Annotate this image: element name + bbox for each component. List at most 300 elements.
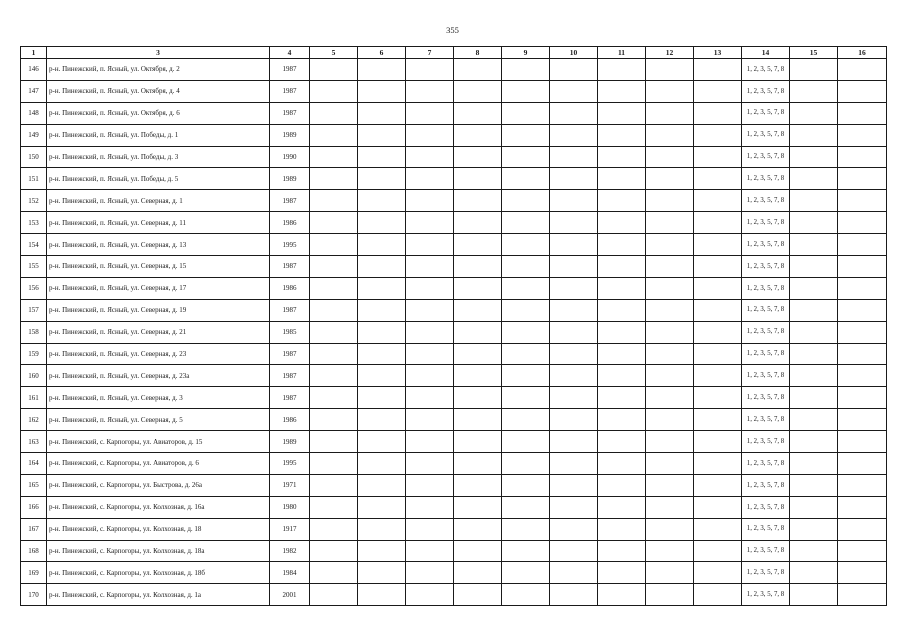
empty-cell-col-11: [598, 474, 646, 496]
empty-cell-col-11: [598, 59, 646, 81]
row-number: 160: [21, 365, 47, 387]
empty-cell-col-5: [310, 80, 358, 102]
empty-cell-col-12: [646, 409, 694, 431]
empty-cell-col-12: [646, 584, 694, 606]
address-cell: р-н. Пинежский, с. Карпогоры, ул. Быстрова, д. 26а: [47, 474, 270, 496]
empty-cell-col-13: [694, 234, 742, 256]
empty-cell-col-5: [310, 540, 358, 562]
empty-cell-col-11: [598, 431, 646, 453]
empty-cell-col-12: [646, 431, 694, 453]
empty-cell-col-16: [838, 496, 887, 518]
empty-cell-col-15: [790, 124, 838, 146]
row-number: 149: [21, 124, 47, 146]
column-header-11: 11: [598, 47, 646, 59]
empty-cell-col-11: [598, 102, 646, 124]
empty-cell-col-10: [550, 234, 598, 256]
year-cell: 1987: [270, 59, 310, 81]
empty-cell-col-12: [646, 102, 694, 124]
empty-cell-col-9: [502, 234, 550, 256]
empty-cell-col-9: [502, 562, 550, 584]
empty-cell-col-7: [406, 299, 454, 321]
empty-cell-col-10: [550, 474, 598, 496]
table-row: [21, 234, 887, 256]
empty-cell-col-13: [694, 190, 742, 212]
table-row: [21, 562, 887, 584]
empty-cell-col-16: [838, 474, 887, 496]
empty-cell-col-6: [358, 124, 406, 146]
header-row: [21, 47, 887, 59]
year-cell: 1987: [270, 343, 310, 365]
empty-cell-col-6: [358, 584, 406, 606]
empty-cell-col-5: [310, 496, 358, 518]
empty-cell-col-12: [646, 80, 694, 102]
empty-cell-col-12: [646, 562, 694, 584]
empty-cell-col-13: [694, 562, 742, 584]
address-cell: р-н. Пинежский, с. Карпогоры, ул. Колхозная, д. 1а: [47, 584, 270, 606]
year-cell: 1987: [270, 387, 310, 409]
codes-cell: 1, 2, 3, 5, 7, 8: [742, 343, 790, 365]
empty-cell-col-16: [838, 387, 887, 409]
empty-cell-col-15: [790, 146, 838, 168]
address-cell: р-н. Пинежский, с. Карпогоры, ул. Колхозная, д. 16а: [47, 496, 270, 518]
column-header-10: 10: [550, 47, 598, 59]
empty-cell-col-11: [598, 562, 646, 584]
row-number: 163: [21, 431, 47, 453]
empty-cell-col-13: [694, 256, 742, 278]
row-number: 151: [21, 168, 47, 190]
empty-cell-col-13: [694, 277, 742, 299]
empty-cell-col-7: [406, 168, 454, 190]
empty-cell-col-12: [646, 234, 694, 256]
empty-cell-col-16: [838, 540, 887, 562]
empty-cell-col-9: [502, 168, 550, 190]
empty-cell-col-9: [502, 518, 550, 540]
empty-cell-col-16: [838, 409, 887, 431]
empty-cell-col-16: [838, 102, 887, 124]
address-cell: р-н. Пинежский, п. Ясный, ул. Северная, д. 19: [47, 299, 270, 321]
empty-cell-col-16: [838, 584, 887, 606]
empty-cell-col-6: [358, 518, 406, 540]
empty-cell-col-7: [406, 409, 454, 431]
table-row: [21, 387, 887, 409]
year-cell: 1971: [270, 474, 310, 496]
empty-cell-col-9: [502, 474, 550, 496]
empty-cell-col-11: [598, 387, 646, 409]
empty-cell-col-15: [790, 365, 838, 387]
table-row: [21, 365, 887, 387]
table-row: [21, 584, 887, 606]
empty-cell-col-10: [550, 102, 598, 124]
empty-cell-col-9: [502, 387, 550, 409]
empty-cell-col-6: [358, 474, 406, 496]
empty-cell-col-9: [502, 256, 550, 278]
empty-cell-col-15: [790, 299, 838, 321]
empty-cell-col-6: [358, 387, 406, 409]
empty-cell-col-7: [406, 453, 454, 475]
empty-cell-col-12: [646, 124, 694, 146]
empty-cell-col-11: [598, 321, 646, 343]
table-row: [21, 124, 887, 146]
year-cell: 1987: [270, 365, 310, 387]
empty-cell-col-13: [694, 365, 742, 387]
table-row: [21, 321, 887, 343]
empty-cell-col-11: [598, 365, 646, 387]
table-row: [21, 496, 887, 518]
empty-cell-col-16: [838, 321, 887, 343]
empty-cell-col-16: [838, 80, 887, 102]
row-number: 153: [21, 212, 47, 234]
row-number: 155: [21, 256, 47, 278]
empty-cell-col-15: [790, 234, 838, 256]
empty-cell-col-8: [454, 474, 502, 496]
codes-cell: 1, 2, 3, 5, 7, 8: [742, 365, 790, 387]
year-cell: 1989: [270, 124, 310, 146]
empty-cell-col-13: [694, 584, 742, 606]
empty-cell-col-13: [694, 453, 742, 475]
empty-cell-col-5: [310, 518, 358, 540]
codes-cell: 1, 2, 3, 5, 7, 8: [742, 190, 790, 212]
address-cell: р-н. Пинежский, с. Карпогоры, ул. Колхозная, д. 18б: [47, 562, 270, 584]
empty-cell-col-12: [646, 321, 694, 343]
address-cell: р-н. Пинежский, с. Карпогоры, ул. Авиаторов, д. 6: [47, 453, 270, 475]
empty-cell-col-11: [598, 80, 646, 102]
empty-cell-col-9: [502, 343, 550, 365]
empty-cell-col-12: [646, 277, 694, 299]
empty-cell-col-6: [358, 277, 406, 299]
empty-cell-col-15: [790, 168, 838, 190]
table-row: [21, 146, 887, 168]
year-cell: 1987: [270, 102, 310, 124]
empty-cell-col-10: [550, 59, 598, 81]
empty-cell-col-13: [694, 387, 742, 409]
empty-cell-col-16: [838, 234, 887, 256]
table-row: [21, 277, 887, 299]
empty-cell-col-8: [454, 321, 502, 343]
empty-cell-col-12: [646, 190, 694, 212]
year-cell: 1982: [270, 540, 310, 562]
row-number: 156: [21, 277, 47, 299]
codes-cell: 1, 2, 3, 5, 7, 8: [742, 59, 790, 81]
empty-cell-col-9: [502, 431, 550, 453]
empty-cell-col-7: [406, 584, 454, 606]
empty-cell-col-15: [790, 387, 838, 409]
empty-cell-col-8: [454, 409, 502, 431]
empty-cell-col-15: [790, 256, 838, 278]
row-number: 157: [21, 299, 47, 321]
table-row: [21, 299, 887, 321]
empty-cell-col-11: [598, 409, 646, 431]
empty-cell-col-10: [550, 124, 598, 146]
empty-cell-col-13: [694, 102, 742, 124]
empty-cell-col-5: [310, 234, 358, 256]
empty-cell-col-9: [502, 496, 550, 518]
empty-cell-col-9: [502, 124, 550, 146]
empty-cell-col-11: [598, 518, 646, 540]
codes-cell: 1, 2, 3, 5, 7, 8: [742, 277, 790, 299]
empty-cell-col-8: [454, 146, 502, 168]
empty-cell-col-9: [502, 190, 550, 212]
empty-cell-col-10: [550, 256, 598, 278]
address-cell: р-н. Пинежский, с. Карпогоры, ул. Авиаторов, д. 15: [47, 431, 270, 453]
empty-cell-col-8: [454, 540, 502, 562]
empty-cell-col-10: [550, 168, 598, 190]
empty-cell-col-10: [550, 518, 598, 540]
empty-cell-col-10: [550, 277, 598, 299]
empty-cell-col-15: [790, 190, 838, 212]
column-header-4: 4: [270, 47, 310, 59]
empty-cell-col-13: [694, 409, 742, 431]
column-header-3: 3: [47, 47, 270, 59]
empty-cell-col-11: [598, 299, 646, 321]
row-number: 148: [21, 102, 47, 124]
column-header-13: 13: [694, 47, 742, 59]
empty-cell-col-9: [502, 102, 550, 124]
empty-cell-col-6: [358, 146, 406, 168]
empty-cell-col-5: [310, 409, 358, 431]
codes-cell: 1, 2, 3, 5, 7, 8: [742, 321, 790, 343]
address-cell: р-н. Пинежский, п. Ясный, ул. Победы, д. 5: [47, 168, 270, 190]
empty-cell-col-13: [694, 518, 742, 540]
empty-cell-col-9: [502, 299, 550, 321]
empty-cell-col-13: [694, 124, 742, 146]
empty-cell-col-10: [550, 365, 598, 387]
empty-cell-col-13: [694, 540, 742, 562]
empty-cell-col-8: [454, 453, 502, 475]
empty-cell-col-5: [310, 59, 358, 81]
row-number: 152: [21, 190, 47, 212]
empty-cell-col-5: [310, 562, 358, 584]
empty-cell-col-6: [358, 256, 406, 278]
column-header-15: 15: [790, 47, 838, 59]
empty-cell-col-10: [550, 321, 598, 343]
table-row: [21, 518, 887, 540]
empty-cell-col-12: [646, 540, 694, 562]
empty-cell-col-12: [646, 146, 694, 168]
empty-cell-col-12: [646, 387, 694, 409]
table-row: [21, 59, 887, 81]
empty-cell-col-13: [694, 168, 742, 190]
empty-cell-col-6: [358, 431, 406, 453]
empty-cell-col-16: [838, 168, 887, 190]
row-number: 150: [21, 146, 47, 168]
empty-cell-col-9: [502, 409, 550, 431]
empty-cell-col-10: [550, 80, 598, 102]
address-cell: р-н. Пинежский, п. Ясный, ул. Северная, д. 3: [47, 387, 270, 409]
empty-cell-col-8: [454, 431, 502, 453]
empty-cell-col-6: [358, 80, 406, 102]
empty-cell-col-9: [502, 453, 550, 475]
empty-cell-col-13: [694, 212, 742, 234]
year-cell: 1985: [270, 321, 310, 343]
year-cell: 1995: [270, 234, 310, 256]
address-cell: р-н. Пинежский, п. Ясный, ул. Северная, д. 1: [47, 190, 270, 212]
address-cell: р-н. Пинежский, с. Карпогоры, ул. Колхозная, д. 18: [47, 518, 270, 540]
table-row: [21, 474, 887, 496]
empty-cell-col-16: [838, 453, 887, 475]
empty-cell-col-13: [694, 321, 742, 343]
empty-cell-col-10: [550, 146, 598, 168]
column-header-7: 7: [406, 47, 454, 59]
year-cell: 1987: [270, 299, 310, 321]
empty-cell-col-7: [406, 474, 454, 496]
empty-cell-col-16: [838, 518, 887, 540]
codes-cell: 1, 2, 3, 5, 7, 8: [742, 584, 790, 606]
empty-cell-col-6: [358, 365, 406, 387]
empty-cell-col-15: [790, 212, 838, 234]
empty-cell-col-11: [598, 234, 646, 256]
empty-cell-col-15: [790, 584, 838, 606]
empty-cell-col-7: [406, 387, 454, 409]
empty-cell-col-6: [358, 321, 406, 343]
empty-cell-col-11: [598, 343, 646, 365]
empty-cell-col-11: [598, 256, 646, 278]
empty-cell-col-6: [358, 453, 406, 475]
empty-cell-col-7: [406, 59, 454, 81]
empty-cell-col-6: [358, 409, 406, 431]
empty-cell-col-10: [550, 387, 598, 409]
empty-cell-col-6: [358, 562, 406, 584]
empty-cell-col-7: [406, 518, 454, 540]
empty-cell-col-9: [502, 540, 550, 562]
empty-cell-col-16: [838, 299, 887, 321]
codes-cell: 1, 2, 3, 5, 7, 8: [742, 518, 790, 540]
empty-cell-col-7: [406, 80, 454, 102]
codes-cell: 1, 2, 3, 5, 7, 8: [742, 80, 790, 102]
row-number: 164: [21, 453, 47, 475]
empty-cell-col-8: [454, 256, 502, 278]
empty-cell-col-8: [454, 518, 502, 540]
empty-cell-col-8: [454, 496, 502, 518]
year-cell: 1989: [270, 431, 310, 453]
row-number: 146: [21, 59, 47, 81]
empty-cell-col-7: [406, 277, 454, 299]
empty-cell-col-10: [550, 496, 598, 518]
column-header-8: 8: [454, 47, 502, 59]
empty-cell-col-16: [838, 562, 887, 584]
row-number: 166: [21, 496, 47, 518]
table-body: [21, 59, 887, 606]
table-row: [21, 540, 887, 562]
year-cell: 1989: [270, 168, 310, 190]
column-header-1: 1: [21, 47, 47, 59]
empty-cell-col-12: [646, 212, 694, 234]
empty-cell-col-11: [598, 584, 646, 606]
empty-cell-col-7: [406, 256, 454, 278]
table-row: [21, 212, 887, 234]
table-row: [21, 343, 887, 365]
year-cell: 1987: [270, 256, 310, 278]
row-number: 169: [21, 562, 47, 584]
empty-cell-col-11: [598, 212, 646, 234]
row-number: 154: [21, 234, 47, 256]
address-cell: р-н. Пинежский, п. Ясный, ул. Северная, д. 21: [47, 321, 270, 343]
table-row: [21, 431, 887, 453]
empty-cell-col-16: [838, 343, 887, 365]
year-cell: 1990: [270, 146, 310, 168]
year-cell: 1987: [270, 190, 310, 212]
empty-cell-col-5: [310, 321, 358, 343]
address-cell: р-н. Пинежский, п. Ясный, ул. Северная, д. 13: [47, 234, 270, 256]
empty-cell-col-15: [790, 343, 838, 365]
empty-cell-col-11: [598, 124, 646, 146]
empty-cell-col-7: [406, 234, 454, 256]
table-row: [21, 80, 887, 102]
empty-cell-col-6: [358, 234, 406, 256]
empty-cell-col-8: [454, 102, 502, 124]
empty-cell-col-11: [598, 146, 646, 168]
address-cell: р-н. Пинежский, п. Ясный, ул. Победы, д. 3: [47, 146, 270, 168]
empty-cell-col-7: [406, 190, 454, 212]
empty-cell-col-10: [550, 299, 598, 321]
column-header-12: 12: [646, 47, 694, 59]
empty-cell-col-13: [694, 474, 742, 496]
year-cell: 1984: [270, 562, 310, 584]
empty-cell-col-8: [454, 365, 502, 387]
codes-cell: 1, 2, 3, 5, 7, 8: [742, 431, 790, 453]
empty-cell-col-8: [454, 234, 502, 256]
year-cell: 1986: [270, 277, 310, 299]
empty-cell-col-6: [358, 343, 406, 365]
address-cell: р-н. Пинежский, п. Ясный, ул. Победы, д. 1: [47, 124, 270, 146]
empty-cell-col-9: [502, 584, 550, 606]
empty-cell-col-10: [550, 343, 598, 365]
table-row: [21, 190, 887, 212]
empty-cell-col-6: [358, 190, 406, 212]
year-cell: 1980: [270, 496, 310, 518]
empty-cell-col-15: [790, 59, 838, 81]
empty-cell-col-12: [646, 343, 694, 365]
empty-cell-col-9: [502, 212, 550, 234]
row-number: 162: [21, 409, 47, 431]
column-header-9: 9: [502, 47, 550, 59]
empty-cell-col-15: [790, 518, 838, 540]
codes-cell: 1, 2, 3, 5, 7, 8: [742, 453, 790, 475]
empty-cell-col-7: [406, 496, 454, 518]
empty-cell-col-12: [646, 256, 694, 278]
empty-cell-col-16: [838, 124, 887, 146]
empty-cell-col-5: [310, 387, 358, 409]
empty-cell-col-8: [454, 387, 502, 409]
table-row: [21, 168, 887, 190]
empty-cell-col-15: [790, 80, 838, 102]
codes-cell: 1, 2, 3, 5, 7, 8: [742, 124, 790, 146]
empty-cell-col-5: [310, 190, 358, 212]
year-cell: 2001: [270, 584, 310, 606]
empty-cell-col-8: [454, 277, 502, 299]
codes-cell: 1, 2, 3, 5, 7, 8: [742, 387, 790, 409]
empty-cell-col-7: [406, 365, 454, 387]
codes-cell: 1, 2, 3, 5, 7, 8: [742, 146, 790, 168]
codes-cell: 1, 2, 3, 5, 7, 8: [742, 212, 790, 234]
year-cell: 1995: [270, 453, 310, 475]
empty-cell-col-16: [838, 146, 887, 168]
empty-cell-col-15: [790, 562, 838, 584]
address-cell: р-н. Пинежский, п. Ясный, ул. Северная, д. 15: [47, 256, 270, 278]
codes-cell: 1, 2, 3, 5, 7, 8: [742, 496, 790, 518]
empty-cell-col-8: [454, 584, 502, 606]
empty-cell-col-7: [406, 431, 454, 453]
address-cell: р-н. Пинежский, п. Ясный, ул. Северная, д. 23: [47, 343, 270, 365]
row-number: 168: [21, 540, 47, 562]
empty-cell-col-11: [598, 190, 646, 212]
empty-cell-col-11: [598, 540, 646, 562]
page-number: 355: [446, 25, 459, 35]
column-header-14: 14: [742, 47, 790, 59]
empty-cell-col-5: [310, 299, 358, 321]
empty-cell-col-15: [790, 540, 838, 562]
codes-cell: 1, 2, 3, 5, 7, 8: [742, 256, 790, 278]
address-cell: р-н. Пинежский, п. Ясный, ул. Северная, д. 11: [47, 212, 270, 234]
